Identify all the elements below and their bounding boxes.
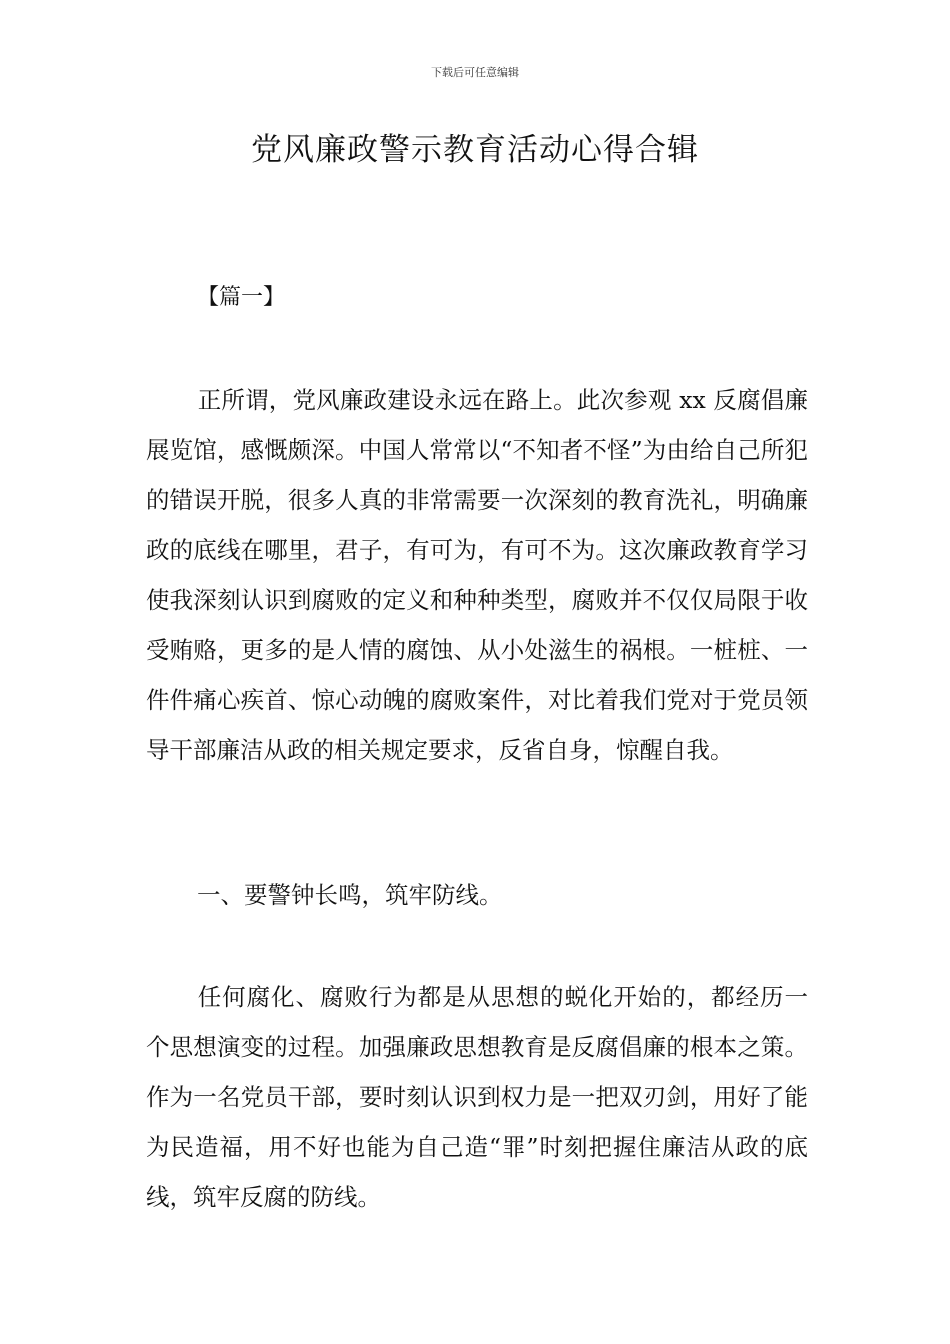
paragraph-intro: 正所谓，党风廉政建设永远在路上。此次参观 xx 反腐倡廉展览馆，感慨颇深。中国人常常以“不知者不怪”为由给自己所犯的错误开脱，很多人真的非常需要一次深刻的教育洗礼，明确廉政的底线在哪里，君子，有可为，有可不为。这次廉政教育学习使我深刻认识到腐败的定义和种种类型，腐败并不仅仅局限于收受贿赂，更多的是人情的腐蚀、从小处滋生的祸根。一桩桩、一件件痛心疾首、惊心动魄的腐败案件，对比着我们党对于党员领导干部廉洁从政的相关规定要求，反省自身，惊醒自我。 xyxy=(146,386,808,764)
paragraph-body-1: 任何腐化、腐败行为都是从思想的蜕化开始的，都经历一个思想演变的过程。加强廉政思想教育是反腐倡廉的根本之策。作为一名党员干部，要时刻认识到权力是一把双刃剑，用好了能为民造福，用不好也能为自己造“罪”时刻把握住廉洁从政的底线，筑牢反腐的防线。 xyxy=(146,983,808,1211)
subheading-1: 一、要警钟长鸣，筑牢防线。 xyxy=(197,881,503,909)
section-label: 【篇一】 xyxy=(197,285,286,310)
document-title: 党风廉政警示教育活动心得合辑 xyxy=(251,132,699,168)
header-note: 下载后可任意编辑 xyxy=(431,66,519,79)
